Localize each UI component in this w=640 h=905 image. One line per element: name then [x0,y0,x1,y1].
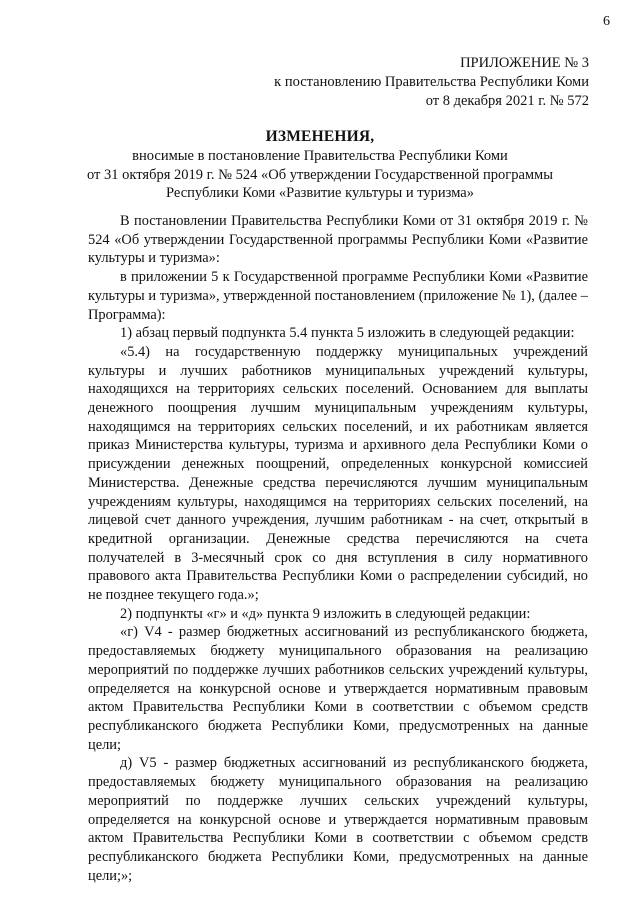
appendix-reference: к постановлению Правительства Республики Коми [274,74,589,90]
document-heading [60,127,580,203]
appendix-block [274,54,589,111]
body-paragraph: в приложении 5 к Государственной программе Республики Коми «Развитие культуры и туризма», утвержденной постановлением (приложение № 1), (далее – Программа): [88,269,588,323]
body-paragraph: «5.4) на государственную поддержку муниципальных учреждений культуры и лучших работников муниципальных учреждений культуры, находящихся на территориях сельских поселений. Основанием для выплаты денежного поощрения лучшим муниципальным учреждениям культуры, находящимся на территориях сельских поселений, и их работникам является приказ Министерства культуры, туризма и архивного дела Республики Коми о присуждении денежных поощрений, определенных конкурсной комиссией Министерства. Денежные средства перечисляются лучшим муниципальным учреждениям культуры, находящимся на территориях сельских поселений, на лицевой счет данного учреждения, лучшим работникам - на счет, открытый в кредитной организации. Денежные средства перечисляются на счета получателей в 3-месячный срок со дня вступления в силу нормативного правового акта Правительства Республики Коми о распределении субсидий, но не позднее текущего года.»; [88,343,588,604]
document-subtitle-line: Республики Коми «Развитие культуры и туризма» [166,185,474,201]
document-subtitle-line: от 31 октября 2019 г. № 524 «Об утверждении Государственной программы [87,166,553,183]
body-paragraph: д) V5 - размер бюджетных ассигнований из республиканского бюджета, предоставляемых бюджету муниципального образования на реализацию мероприятий по поддержке лучших сельских учреждений культуры, определяется на конкурсной основе и утверждается нормативным правовым актом Правительства Республики Коми в соответствии с объемом средств республиканского бюджета Республики Коми, предусмотренных на данные цели;»; [88,755,588,884]
body-paragraph: В постановлении Правительства Республики Коми от 31 октября 2019 г. № 524 «Об утверждении Государственной программы Республики Коми «Развитие культуры и туризма»: [88,213,588,267]
body-paragraph: 2) подпункты «г» и «д» пункта 9 изложить в следующей редакции: [120,605,531,622]
document-title: ИЗМЕНЕНИЯ, [265,128,375,145]
appendix-label: ПРИЛОЖЕНИЕ № 3 [460,55,589,71]
body-paragraph: 1) абзац первый подпункта 5.4 пункта 5 изложить в следующей редакции: [120,325,575,342]
document-body [88,212,588,885]
page-number: 6 [603,14,610,29]
document-subtitle-line: вносимые в постановление Правительства Республики Коми [132,148,508,164]
appendix-date: от 8 декабря 2021 г. № 572 [425,93,589,109]
body-paragraph: «г) V4 - размер бюджетных ассигнований из республиканского бюджета, предоставляемых бюджету муниципального образования на реализацию мероприятий по поддержке лучших работников сельских учреждений культуры, определяется на конкурсной основе и утверждается нормативным правовым актом Правительства Республики Коми в соответствии с объемом средств республиканского бюджета Республики Коми, предусмотренных на данные цели; [88,624,588,753]
